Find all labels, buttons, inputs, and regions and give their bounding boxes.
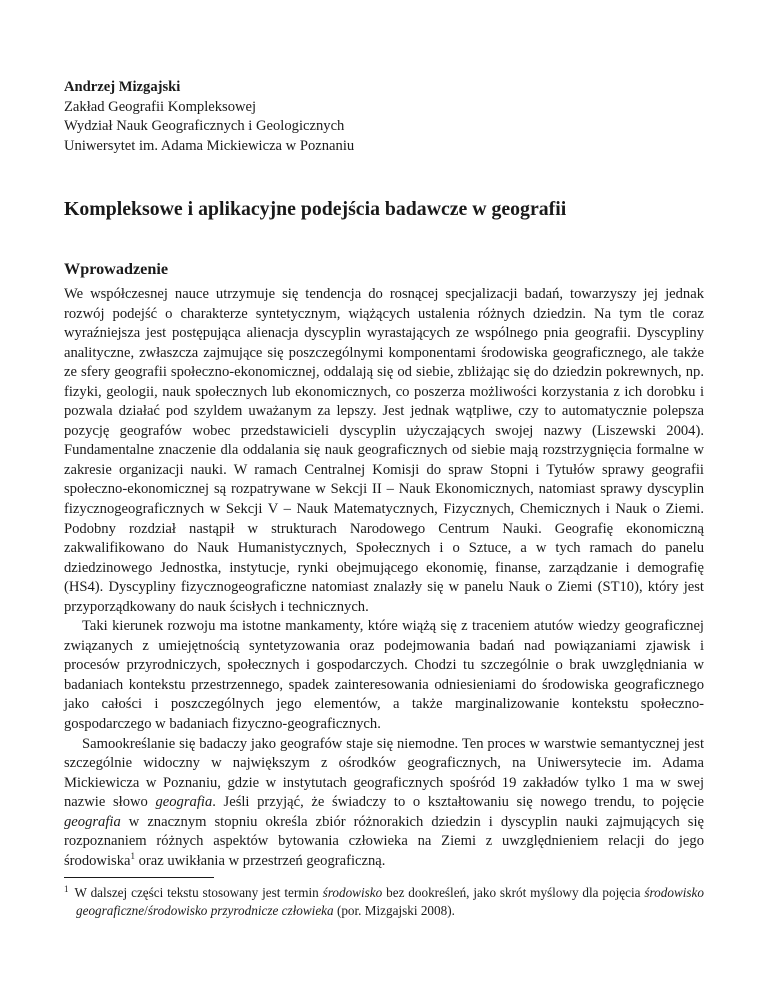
paragraph-3-text: Samookreślanie się badaczy jako geografów staje się niemodne. Ten proces w warstwie semantycznej jest szczególnie widoczny w największym z ośrodków geograficznych, na Uniwersytecie im. Adama Mickiewicza w Poznaniu, gdzie w instytutach geograficznych spośród 19 zakładów tylko 1 ma w swej nazwie słowo [64, 735, 704, 811]
affiliation-department: Zakład Geografii Kompleksowej [64, 98, 257, 115]
paragraph-2: Taki kierunek rozwoju ma istotne mankamenty, które wiążą się z traceniem atutów wiedzy geograficznej związanych z umiejętnością syntetyzowania oraz podejmowania badań nad powiązaniami zjawisk i procesów przyrodniczych, społecznych i gospodarczych. Chodzi tu szczególnie o brak uwzględniania w badaniach kontekstu przestrzennego, spadek zainteresowania odniesieniami do środowiska geograficznego jako całości i poszczególnych jego elementów, a także marginalizowanie kontekstu społeczno-gospodarczego w badaniach fizyczno-geograficznych. [64, 618, 704, 733]
author-name: Andrzej Mizgajski [64, 79, 181, 95]
affiliation-faculty: Wydział Nauk Geograficznych i Geologicznych [64, 118, 345, 134]
article-page [64, 78, 704, 919]
footnote-divider [64, 877, 214, 878]
emphasis-term: geografia [155, 794, 213, 811]
footnote-emphasis: środowisko przyrodnicze człowieka [147, 902, 334, 918]
author-affiliation [64, 78, 704, 156]
paragraph-3-text: oraz uwikłania w przestrzeń geograficzną. [134, 852, 386, 869]
emphasis-term: geografia [64, 813, 121, 830]
paragraph-3 [64, 735, 704, 872]
footnote-number: 1 [64, 884, 69, 895]
footnote-text: (por. Mizgajski 2008). [333, 902, 455, 918]
footnote-text: bez dookreśleń, jako skrót myślowy dla pojęcia [382, 885, 645, 901]
footnote-text: W dalszej części tekstu stosowany jest termin [74, 885, 323, 901]
article-title: Kompleksowe i aplikacyjne podejścia badawcze w geografii [64, 198, 567, 220]
paragraph-3-text: . Jeśli przyjąć, że świadczy to o kształtowaniu się nowego trendu, to pojęcie [212, 794, 704, 811]
paragraph-1: We współczesnej nauce utrzymuje się tendencja do rosnącej specjalizacji badań, towarzyszy jej jednak rozwój podejść o charakterze syntetycznym, wiążących ustalenia różnych dziedzin. Na tym tle coraz wyraźniejsza jest postępująca alienacja dyscyplin wyrastających ze wspólnego pnia geografii. Dyscypliny analityczne, zwłaszcza zajmujące się poszczególnymi komponentami środowiska geograficznego, ale także ze sfery geografii społeczno-ekonomicznej, oddalają się od siebie, zbliżając się do dziedzin pokrewnych, np. fizyki, geologii, nauk społecznych lub ekonomicznych, co poszerza możliwości korzystania z ich dorobku i pozwala działać pod szyldem uważanym za lepszy. Jest jednak wątpliwe, czy to automatycznie polepsza pozycję geografów wobec przedstawicieli dyscyplin użyczających swojej nazwy (Liszewski 2004). Fundamentalne znaczenie dla oddalania się nauk geograficznych od siebie mają rozstrzygnięcia formalne w zakresie organizacji nauki. W ramach Centralnej Komisji do spraw Stopni i Tytułów sprawy geografii społeczno-ekonomicznej są rozpatrywane w Sekcji II – Nauk Ekonomicznych, natomiast sprawy dyscyplin fizycznogeograficznych w Sekcji V – Nauk Matematycznych, Fizycznych, Chemicznych i Nauk o Ziemi. Podobny rozdział nastąpił w strukturach Narodowego Centrum Nauki. Geografię ekonomiczną zakwalifikowano do Nauk Humanistycznych, Społecznych i o Sztuce, a w tych ramach do panelu dziedzinowego Jednostka, instytucje, rynki obejmującego ekonomię, finanse, zarządzanie i demografię (HS4). Dyscypliny fizycznogeograficzne natomiast znalazły się w panelu Nauk o Ziemi (ST10), który jest przyporządkowany do nauk ścisłych i technicznych. [64, 286, 704, 615]
footnote [64, 884, 704, 919]
footnote-text: / [144, 902, 148, 918]
paragraph-3-text: w znacznym stopniu określa zbiór różnorakich dziedzin i dyscyplin nauki zajmujących się rozpoznaniem różnych aspektów bytowania człowieka na Ziemi z uwzględnieniem relacji do jego środowiska [64, 813, 704, 869]
affiliation-university: Uniwersytet im. Adama Mickiewicza w Poznaniu [64, 137, 355, 154]
footnote-emphasis: środowisko [322, 885, 383, 901]
footnote-reference[interactable]: 1 [130, 851, 135, 861]
footnote-emphasis: środowisko geograficzne [76, 885, 704, 918]
section-heading: Wprowadzenie [64, 260, 169, 278]
